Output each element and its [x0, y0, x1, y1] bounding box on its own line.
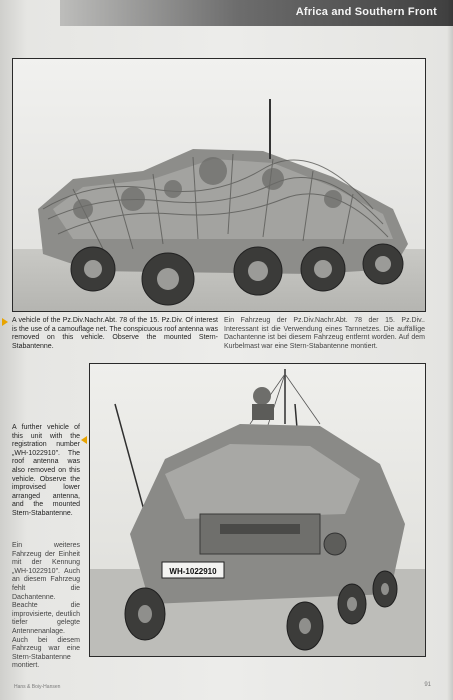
- armored-car-front-illustration: [90, 364, 425, 656]
- photo-camouflaged-armored-car: [12, 58, 426, 312]
- caption-pointer-icon: [81, 436, 87, 444]
- caption-first-english: A vehicle of the Pz.Div.Nachr.Abt. 78 of the 15. Pz.Div. Of interest is the use of a camouflage net. The conspicuous roof antenna was removed on this vehicle. Observe the mounted Stern-Stabantenne.: [12, 317, 218, 350]
- armored-car-illustration: [13, 59, 425, 311]
- photo-vehicle-wh-1022910: [89, 363, 426, 657]
- caption-second-english: A further vehicle of this unit with the registration number „WH-1022910". The roof antenna was also removed on this vehicle. Observe the improvised lower arranged antenna, and the mounted Stern-Stabantenne.: [12, 424, 80, 517]
- page-title: Africa and Southern Front: [295, 6, 437, 18]
- page-number: 91: [424, 682, 431, 688]
- page-edge-shadow: [447, 0, 453, 700]
- footer-publisher: Hans & Boiy-Hansen: [14, 684, 61, 690]
- registration-plate-text: WH-1022910: [169, 567, 217, 576]
- header-bar: [60, 0, 453, 26]
- caption-second-german: Ein weiteres Fahrzeug der Einheit mit der Kennung „WH-1022910". Auch an diesem Fahrzeug fehlt die Dachantenne. Beachte die improvisierte, deutlich tiefer gelegte Antennenanlage. Auch bei diesem Fahrzeug war eine Stern-Stabantenne montiert.: [12, 542, 80, 670]
- caption-first-german: Ein Fahrzeug der Pz.Div.Nachr.Abt. 78 der 15. Pz.Div.. Interessant ist die Verwendung eines Tarnnetzes. Die auffällige Dachantenne ist bei diesem Fahrzeug entfernt worden. Auf dem Kurbelmast war eine Stern-Stabantenne montiert.: [224, 317, 425, 350]
- caption-pointer-icon: [2, 318, 8, 326]
